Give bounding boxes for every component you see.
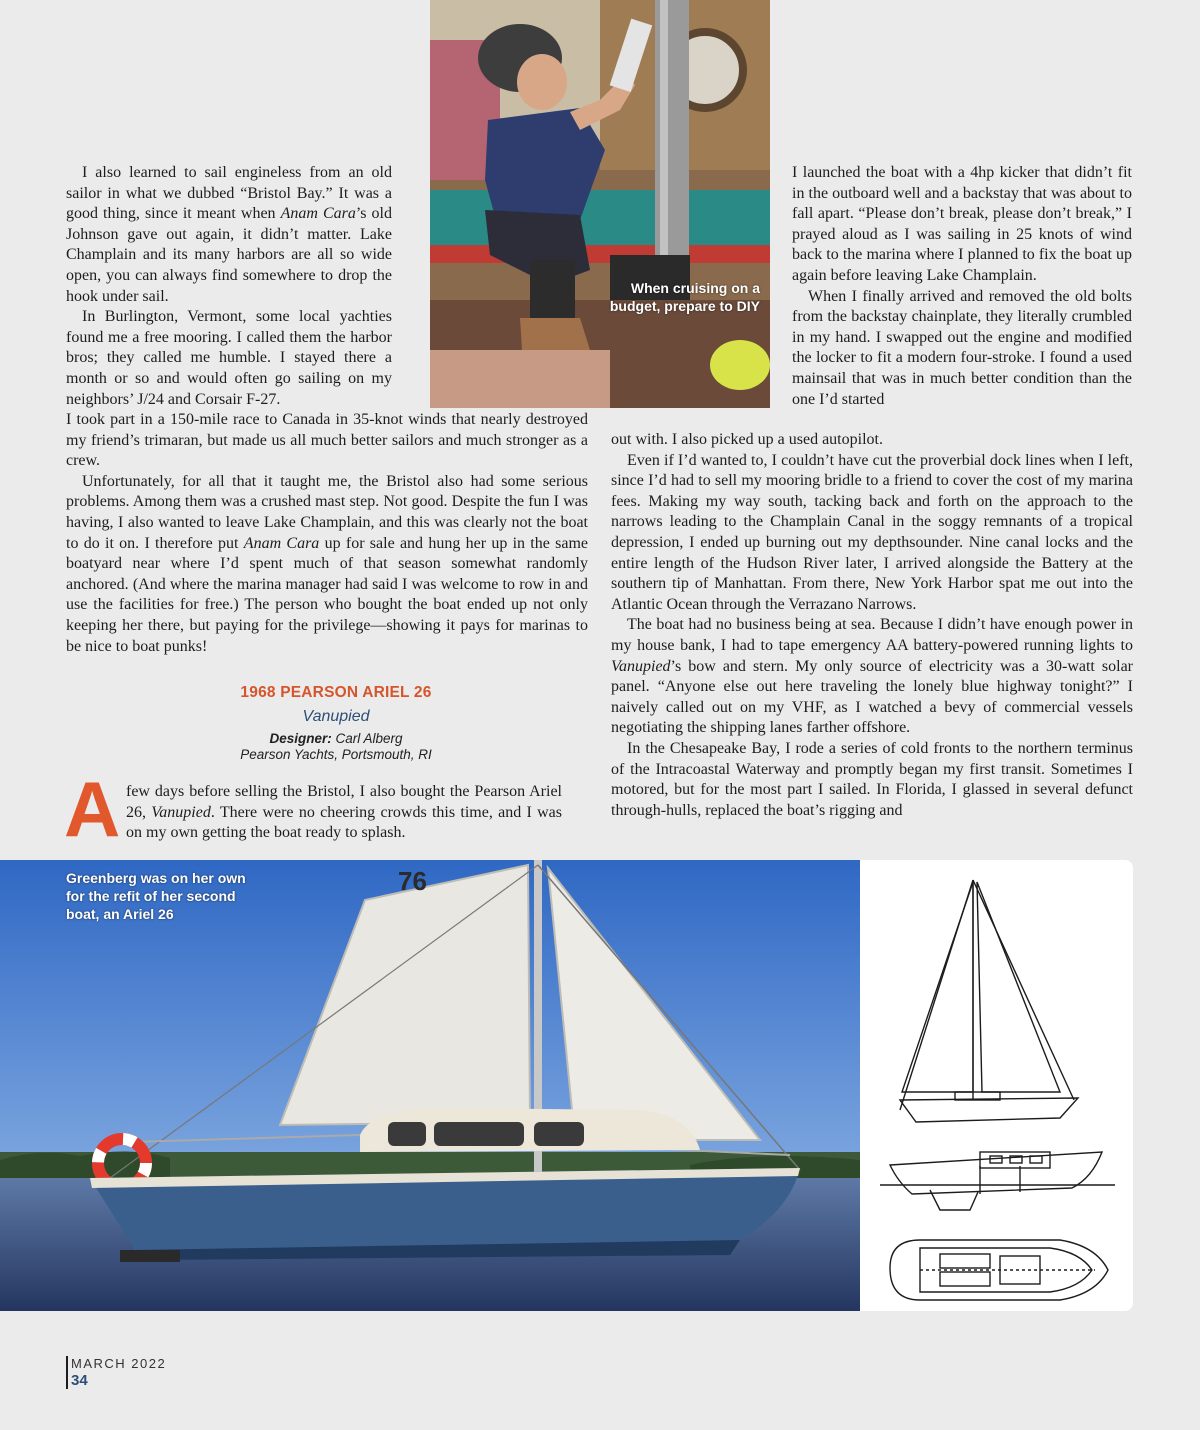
- paragraph-text: The boat had no business being at sea. Because I didn’t have enough power in my house bank, I had to tape emergency AA battery-powered running lights to: [611, 616, 1133, 654]
- spec-boat-name: Vanupied: [302, 708, 370, 725]
- paragraph: [611, 451, 1133, 616]
- folio: [66, 1356, 166, 1389]
- issue-date: MARCH 2022: [71, 1356, 167, 1371]
- sail-number: 76: [398, 866, 427, 896]
- diy-photo-caption: When cruising on a budget, prepare to DIY: [609, 280, 760, 314]
- boat-name-italic: Anam Cara: [243, 534, 320, 552]
- paragraph: [611, 739, 1133, 821]
- spec-designer-name: Carl Alberg: [335, 731, 403, 746]
- page-number: 34: [71, 1372, 88, 1389]
- paragraph: [66, 307, 392, 410]
- paragraph: [66, 163, 392, 307]
- article-column-left-bottom: [126, 782, 562, 844]
- paragraph-text: I also learned to sail engineless from an old sailor in what we dubbed “Bristol Bay.” It was a good thing, since it meant when: [66, 164, 392, 223]
- paragraph-text: I launched the boat with a 4hp kicker that didn’t fit in the outboard well and a backstay that was about to fall apart. “Please don’t break, please don’t break,” I prayed aloud as I was sailing in 25 knots of wind back to the marina where I planned to fix the boat up again before leaving Lake Champlain.: [792, 164, 1132, 284]
- paragraph: [792, 163, 1132, 287]
- sailboat-photo: [0, 860, 860, 1311]
- paragraph: [792, 287, 1132, 411]
- drop-cap: A: [64, 765, 121, 853]
- article-column-right-top: [792, 163, 1132, 410]
- paragraph-text: up for sale and hung her up in the same boatyard near where I’d spent much of that season somewhat randomly anchored. (And where the marina manager had said I was welcome to row in and use the facilities for free.) The person who bought the boat ended up not only keeping her there, but paying for the privilege—showing it pays for marinas to be nice to boat punks!: [66, 534, 589, 655]
- spec-designer: [66, 731, 606, 746]
- paragraph: [66, 472, 588, 657]
- paragraph-text: In Burlington, Vermont, some local yachties found me a free mooring. I called them the harbor bros; they called me humble. I stayed there a month or so and would often go sailing on my neighbors’ J/24 and Corsair F-27.: [66, 308, 392, 408]
- boat-name-italic: Vanupied: [151, 803, 211, 821]
- paragraph: [611, 430, 1133, 451]
- paragraph-text: I took part in a 150-mile race to Canada in 35-knot winds that nearly destroyed my friend’s trimaran, but made us all much better sailors and much stronger as a crew.: [66, 411, 588, 470]
- spec-builder: Pearson Yachts, Portsmouth, RI: [240, 747, 432, 762]
- diy-photo: [430, 0, 770, 408]
- article-column-left-wide: [66, 410, 588, 657]
- paragraph-text: . There were no cheering crowds this time, and I was on my own getting the boat ready to splash.: [126, 803, 562, 842]
- boat-name-italic: Anam Cara: [280, 205, 356, 223]
- paragraph: [66, 410, 588, 472]
- paragraph-text: ’s bow and stern. My only source of electricity was a 30-watt solar panel. “Anyone else out here traveling the lonely blue highway tonight?” I naively called out on my VHF, as I watched a bevy of commercial vessels negotiating the shipping lanes farther offshore.: [611, 657, 1133, 737]
- paragraph-text: In the Chesapeake Bay, I rode a series of cold fronts to the northern terminus of the Intracoastal Waterway and promptly began my first transit. Sometimes I motored, but for the most part I sailed. In Florida, I glassed in several defunct through-hulls, replaced the boat’s rigging and: [611, 739, 1133, 819]
- article-column-left-top: [66, 163, 392, 410]
- paragraph: [611, 615, 1133, 739]
- paragraph-text: out with. I also picked up a used autopilot.: [611, 431, 883, 448]
- boat-name-italic: Vanupied: [611, 657, 671, 675]
- paragraph-text: When I finally arrived and removed the old bolts from the backstay chainplate, they literally crumbled in my hand. I swapped out the engine and modified the locker to fit a modern four-stroke. I found a used mainsail that was in much better condition than the one I’d started: [792, 287, 1132, 408]
- spec-designer-label: Designer:: [269, 731, 332, 746]
- paragraph-text: ’s old Johnson gave out again, it didn’t matter. Lake Champlain and its many harbors are all so wide open, you can always find somewhere to drop the hook under sail.: [66, 205, 393, 305]
- article-column-right-wide: [611, 430, 1133, 821]
- paragraph-text: few days before selling the Bristol, I also bought the Pearson Ariel 26,: [126, 783, 562, 821]
- paragraph-text: Even if I’d wanted to, I couldn’t have cut the proverbial dock lines when I left, since I’d had to sell my mooring bridle to a friend to cover the cost of my marina fees. Making my way south, tacking back and forth on the approach to the narrows leading to the Champlain Canal in the soggy remnants of a tropical depression, I ended up burning out my depthsounder. Nine canal locks and the entire length of the Hudson River later, I arrived alongside the Battery at the southern tip of Manhattan. From there, New York Harbor spat me out into the Atlantic Ocean through the Verrazano Narrows.: [611, 451, 1133, 613]
- paragraph-text: Unfortunately, for all that it taught me, the Bristol also had some serious problems. Among them was a crushed mast step. Not good. Despite the fun I was having, I also wanted to leave Lake Champlain, and this was clearly not the boat to do it on. I therefore put: [66, 472, 588, 552]
- sailboat-photo-caption: Greenberg was on her own for the refit of her second boat, an Ariel 26: [66, 870, 246, 922]
- spec-title: 1968 PEARSON ARIEL 26: [240, 684, 432, 701]
- paragraph: [126, 782, 562, 844]
- sailplan-drawing: [860, 860, 1133, 1311]
